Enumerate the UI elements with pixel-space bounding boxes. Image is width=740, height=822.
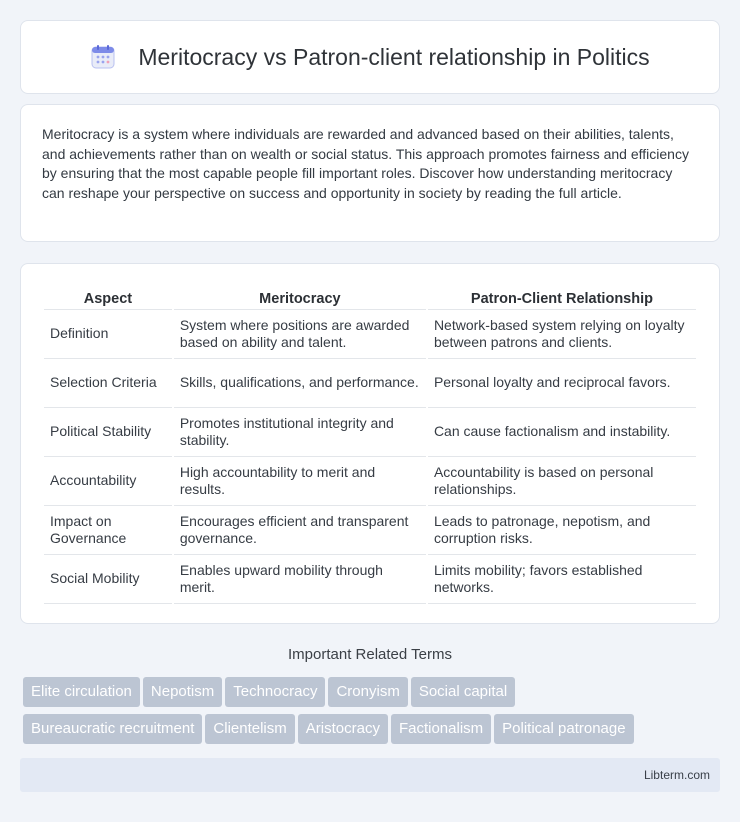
row-patron-client: Accountability is based on personal relationships.: [428, 457, 696, 506]
intro-text: Meritocracy is a system where individuals are rewarded and advanced based on their abilities, talents, and achievements rather than on wealth or social status. This approach promotes fairness and efficiency by ensuring that the most capable people fill important roles. Discover how understanding meritocracy can reshape your perspective on success and opportunity in society by reading the full article.: [42, 126, 689, 201]
comparison-table: [42, 284, 698, 604]
table-row: [44, 555, 696, 604]
related-term-tag[interactable]: Elite circulation: [23, 677, 140, 707]
table-row: [44, 506, 696, 555]
row-meritocracy: System where positions are awarded based on ability and talent.: [174, 310, 426, 359]
row-meritocracy: Skills, qualifications, and performance.: [174, 359, 426, 408]
footer-site-link[interactable]: Libterm.com: [643, 768, 710, 782]
row-patron-client: Personal loyalty and reciprocal favors.: [428, 359, 696, 408]
row-aspect: Impact on Governance: [44, 506, 172, 555]
row-meritocracy: Encourages efficient and transparent governance.: [174, 506, 426, 555]
row-aspect: Selection Criteria: [44, 359, 172, 408]
footer: [20, 758, 720, 792]
related-term-tag[interactable]: Cronyism: [328, 677, 407, 707]
related-term-tag[interactable]: Nepotism: [143, 677, 222, 707]
header-aspect: Aspect: [44, 284, 172, 310]
header-patron-client: Patron-Client Relationship: [428, 284, 696, 310]
table-row: [44, 408, 696, 457]
row-patron-client: Limits mobility; favors established networks.: [428, 555, 696, 604]
table-header-row: [44, 284, 696, 310]
title-card: [20, 20, 720, 94]
table-row: [44, 359, 696, 408]
row-patron-client: Can cause factionalism and instability.: [428, 408, 696, 457]
row-meritocracy: Enables upward mobility through merit.: [174, 555, 426, 604]
related-term-tag[interactable]: Political patronage: [494, 714, 633, 744]
row-aspect: Political Stability: [44, 408, 172, 457]
related-term-tag[interactable]: Clientelism: [205, 714, 294, 744]
row-patron-client: Leads to patronage, nepotism, and corruption risks.: [428, 506, 696, 555]
table-row: [44, 457, 696, 506]
page-title: Meritocracy vs Patron-client relationship in Politics: [138, 43, 650, 70]
header-meritocracy: Meritocracy: [174, 284, 426, 310]
related-term-tag[interactable]: Aristocracy: [298, 714, 388, 744]
related-term-tag[interactable]: Bureaucratic recruitment: [23, 714, 202, 744]
calendar-icon: [90, 44, 116, 70]
row-patron-client: Network-based system relying on loyalty between patrons and clients.: [428, 310, 696, 359]
related-term-tag[interactable]: Factionalism: [391, 714, 491, 744]
row-aspect: Social Mobility: [44, 555, 172, 604]
related-term-tag[interactable]: Social capital: [411, 677, 515, 707]
row-meritocracy: High accountability to merit and results.: [174, 457, 426, 506]
table-row: [44, 310, 696, 359]
related-terms-heading: Important Related Terms: [288, 646, 452, 663]
intro-card: [20, 104, 720, 242]
row-meritocracy: Promotes institutional integrity and stability.: [174, 408, 426, 457]
row-aspect: Accountability: [44, 457, 172, 506]
related-terms-list: [23, 677, 723, 751]
comparison-card: [20, 263, 720, 624]
row-aspect: Definition: [44, 310, 172, 359]
related-term-tag[interactable]: Technocracy: [225, 677, 325, 707]
